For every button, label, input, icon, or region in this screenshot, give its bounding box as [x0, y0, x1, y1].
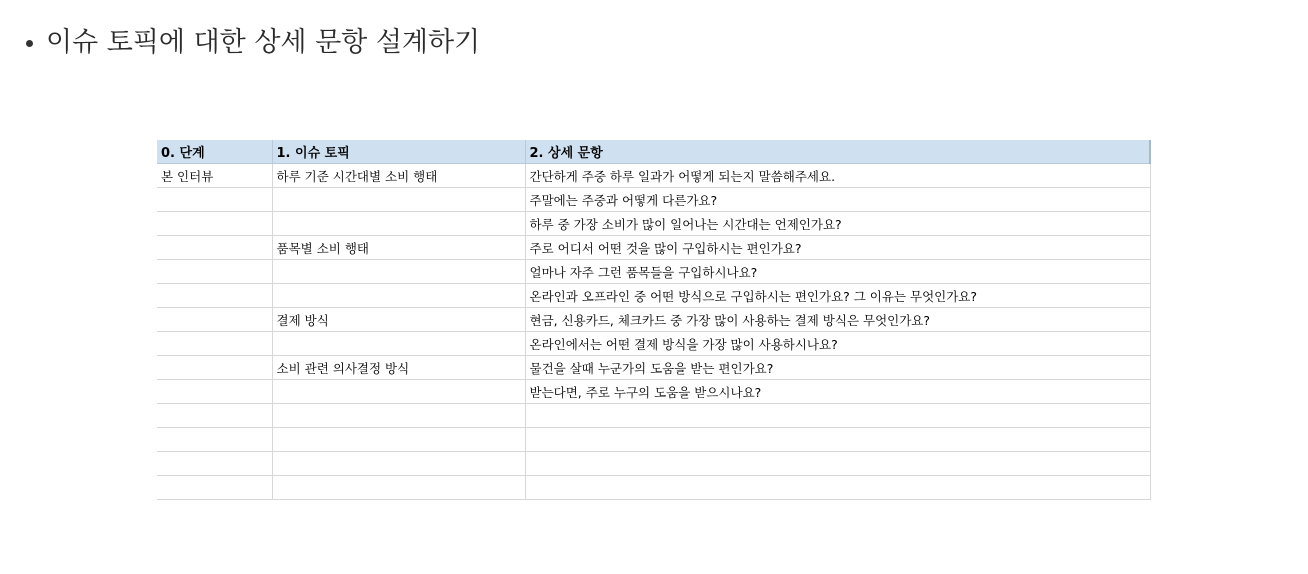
detail-question-cell[interactable]	[525, 476, 1150, 500]
stage-cell[interactable]	[157, 212, 272, 236]
table-row	[157, 356, 1150, 380]
issue-topic-cell[interactable]	[272, 188, 525, 212]
stage-cell[interactable]	[157, 356, 272, 380]
column-header-stage[interactable]: 0. 단계	[157, 140, 272, 164]
stage-cell[interactable]	[157, 332, 272, 356]
stage-cell[interactable]	[157, 380, 272, 404]
table-row	[157, 380, 1150, 404]
table-row	[157, 284, 1150, 308]
table-row-empty	[157, 404, 1150, 428]
table-header-row	[157, 140, 1150, 164]
table-row	[157, 188, 1150, 212]
issue-topic-cell[interactable]	[272, 404, 525, 428]
page-heading	[22, 24, 480, 62]
table-row	[157, 260, 1150, 284]
detail-question-cell[interactable]: 주말에는 주중과 어떻게 다른가요?	[525, 188, 1150, 212]
issue-topic-cell[interactable]	[272, 476, 525, 500]
detail-question-cell[interactable]: 간단하게 주중 하루 일과가 어떻게 되는지 말씀해주세요.	[525, 164, 1150, 188]
stage-cell[interactable]: 본 인터뷰	[157, 164, 272, 188]
detail-question-cell[interactable]	[525, 404, 1150, 428]
column-header-issue-topic[interactable]: 1. 이슈 토픽	[272, 140, 525, 164]
detail-question-cell[interactable]: 받는다면, 주로 누구의 도움을 받으시나요?	[525, 380, 1150, 404]
issue-topic-cell[interactable]: 품목별 소비 행태	[272, 236, 525, 260]
table-row-empty	[157, 428, 1150, 452]
issue-topic-cell[interactable]	[272, 380, 525, 404]
question-design-table	[157, 140, 1151, 500]
table-row	[157, 212, 1150, 236]
table-row-empty	[157, 476, 1150, 500]
issue-topic-cell[interactable]: 하루 기준 시간대별 소비 행태	[272, 164, 525, 188]
table-row	[157, 164, 1150, 188]
issue-topic-cell[interactable]	[272, 284, 525, 308]
detail-question-cell[interactable]: 얼마나 자주 그런 품목들을 구입하시나요?	[525, 260, 1150, 284]
stage-cell[interactable]	[157, 188, 272, 212]
table-row	[157, 332, 1150, 356]
detail-question-cell[interactable]: 온라인과 오프라인 중 어떤 방식으로 구입하시는 편인가요? 그 이유는 무엇인가요?	[525, 284, 1150, 308]
table-row-empty	[157, 452, 1150, 476]
stage-cell[interactable]	[157, 308, 272, 332]
detail-question-cell[interactable]: 주로 어디서 어떤 것을 많이 구입하시는 편인가요?	[525, 236, 1150, 260]
detail-question-cell[interactable]: 물건을 살때 누군가의 도움을 받는 편인가요?	[525, 356, 1150, 380]
bullet-icon	[26, 40, 33, 47]
detail-question-cell[interactable]: 현금, 신용카드, 체크카드 중 가장 많이 사용하는 결제 방식은 무엇인가요?	[525, 308, 1150, 332]
stage-cell[interactable]	[157, 476, 272, 500]
issue-topic-cell[interactable]	[272, 452, 525, 476]
column-header-detail-question[interactable]: 2. 상세 문항	[525, 140, 1150, 164]
detail-question-cell[interactable]	[525, 452, 1150, 476]
issue-topic-cell[interactable]	[272, 332, 525, 356]
detail-question-cell[interactable]: 하루 중 가장 소비가 많이 일어나는 시간대는 언제인가요?	[525, 212, 1150, 236]
stage-cell[interactable]	[157, 452, 272, 476]
page-heading-text: 이슈 토픽에 대한 상세 문항 설계하기	[46, 27, 481, 58]
issue-topic-cell[interactable]	[272, 212, 525, 236]
detail-question-cell[interactable]	[525, 428, 1150, 452]
issue-topic-cell[interactable]	[272, 260, 525, 284]
stage-cell[interactable]	[157, 428, 272, 452]
stage-cell[interactable]	[157, 236, 272, 260]
stage-cell[interactable]	[157, 284, 272, 308]
table-row	[157, 308, 1150, 332]
stage-cell[interactable]	[157, 260, 272, 284]
table-row	[157, 236, 1150, 260]
stage-cell[interactable]	[157, 404, 272, 428]
detail-question-cell[interactable]: 온라인에서는 어떤 결제 방식을 가장 많이 사용하시나요?	[525, 332, 1150, 356]
issue-topic-cell[interactable]: 소비 관련 의사결정 방식	[272, 356, 525, 380]
issue-topic-cell[interactable]	[272, 428, 525, 452]
issue-topic-cell[interactable]: 결제 방식	[272, 308, 525, 332]
